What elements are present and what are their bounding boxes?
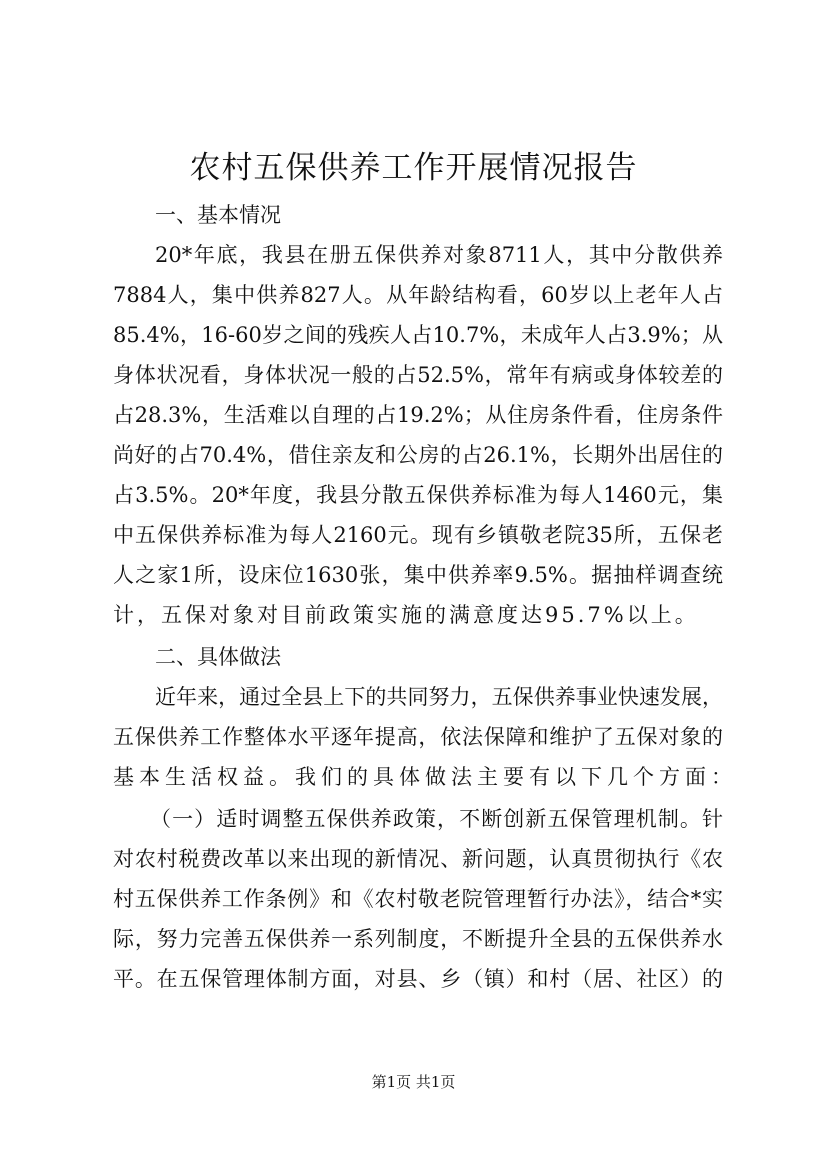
paragraph-line: 占3.5%。20*年度，我县分散五保供养标准为每人1460元，集 — [113, 483, 723, 507]
paragraph-line: 20*年底，我县在册五保供养对象8711人，其中分散供养 — [155, 243, 723, 267]
paragraph-line: 对农村税费改革以来出现的新情况、新问题，认真贯彻执行《农 — [113, 847, 723, 871]
paragraph-line: 五保供养工作整体水平逐年提高，依法保障和维护了五保对象的 — [113, 725, 723, 749]
section-heading: 一、基本情况 — [155, 203, 281, 227]
document-title: 农村五保供养工作开展情况报告 — [189, 150, 638, 186]
section-heading: 二、具体做法 — [155, 645, 281, 669]
paragraph-line: 尚好的占70.4%，借住亲友和公房的占26.1%，长期外出居住的 — [113, 443, 723, 467]
paragraph-line: （一）适时调整五保供养政策，不断创新五保管理机制。针 — [150, 807, 723, 831]
paragraph-line: 7884人，集中供养827人。从年龄结构看，60岁以上老年人占 — [113, 283, 723, 307]
paragraph-line: 平。在五保管理体制方面，对县、乡（镇）和村（居、社区）的 — [113, 967, 723, 991]
paragraph-line: 计，五保对象对目前政策实施的满意度达95.7%以上。 — [113, 603, 699, 627]
paragraph-line: 占28.3%，生活难以自理的占19.2%；从住房条件看，住房条件 — [113, 403, 723, 427]
paragraph-line: 人之家1所，设床位1630张，集中供养率9.5%。据抽样调查统 — [113, 563, 723, 587]
paragraph-line: 中五保供养标准为每人2160元。现有乡镇敬老院35所，五保老 — [113, 523, 723, 547]
paragraph-line: 村五保供养工作条例》和《农村敬老院管理暂行办法》，结合*实 — [113, 887, 723, 911]
paragraph-line: 身体状况看，身体状况一般的占52.5%，常年有病或身体较差的 — [113, 363, 723, 387]
paragraph-line: 际，努力完善五保供养一系列制度，不断提升全县的五保供养水 — [113, 927, 723, 951]
page-footer: 第1页 共1页 — [371, 1073, 456, 1091]
paragraph-line: 近年来，通过全县上下的共同努力，五保供养事业快速发展， — [155, 685, 723, 709]
paragraph-line: 85.4%，16-60岁之间的残疾人占10.7%，未成年人占3.9%；从 — [113, 323, 723, 347]
paragraph-line: 基本生活权益。我们的具体做法主要有以下几个方面： — [113, 765, 737, 789]
